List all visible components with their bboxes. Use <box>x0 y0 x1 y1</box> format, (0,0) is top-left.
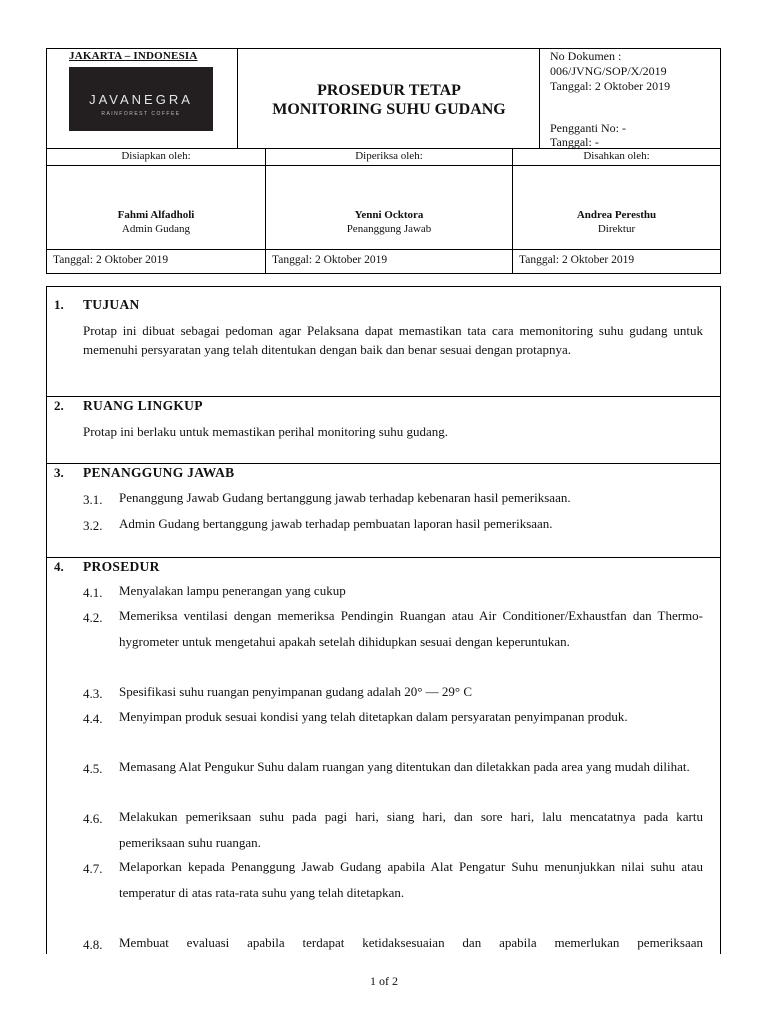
list-item-number: 4.8. <box>83 937 103 952</box>
section-number: 4. <box>54 559 64 574</box>
section-heading-ruang-lingkup: RUANG LINGKUP <box>83 398 203 413</box>
approved-by-role: Direktur <box>597 223 636 235</box>
list-item-text: Spesifikasi suhu ruangan penyimpanan gudang adalah 20° — 29° C <box>119 684 473 699</box>
section-heading-prosedur: PROSEDUR <box>83 559 160 574</box>
divider <box>47 249 720 250</box>
section-divider <box>47 557 720 558</box>
section-heading-penanggung-jawab: PENANGGUNG JAWAB <box>83 465 235 480</box>
section-number: 1. <box>54 297 64 312</box>
logo-tagline: RAINFOREST COFFEE <box>101 111 181 117</box>
list-item-number: 4.6. <box>83 811 103 826</box>
list-item-number: 4.2. <box>83 610 103 625</box>
doc-no-label: No Dokumen : <box>550 49 622 63</box>
list-item-text: Admin Gudang bertanggung jawab terhadap pembuatan laporan hasil pemeriksaan. <box>119 516 553 531</box>
approved-by-heading: Disahkan oleh: <box>583 150 650 162</box>
checked-date: Tanggal: 2 Oktober 2019 <box>272 254 388 266</box>
company-logo <box>69 67 213 131</box>
checked-by-heading: Diperiksa oleh: <box>355 150 423 162</box>
doc-no-value: 006/JVNG/SOP/X/2019 <box>550 64 667 78</box>
list-item-number: 4.3. <box>83 686 103 701</box>
section-text-tujuan: Protap ini dibuat sebagai pedoman agar Pelaksana dapat memastikan tata cara memonitoring suhu gudang untuk memenuhi persyaratan yang telah ditentukan dengan baik dan benar sesuai dengan protapnya. <box>83 323 703 357</box>
replaces-no: Pengganti No: - <box>550 121 626 135</box>
prepared-by-role: Admin Gudang <box>121 223 191 235</box>
list-item-number: 3.1. <box>83 492 103 507</box>
list-item-text: Memasang Alat Pengukur Suhu dalam ruangan yang ditentukan dan diletakkan pada area yang mudah dilihat. <box>119 759 690 774</box>
title-line-1: PROSEDUR TETAP <box>317 82 461 99</box>
procedure-body-table <box>46 286 721 954</box>
divider <box>47 148 720 149</box>
list-item-text: Penanggung Jawab Gudang bertanggung jawab terhadap kebenaran hasil pemeriksaan. <box>119 490 571 505</box>
approved-by-name: Andrea Peresthu <box>576 209 657 221</box>
approved-date: Tanggal: 2 Oktober 2019 <box>519 254 635 266</box>
document-header-table <box>46 48 721 274</box>
title-line-2: MONITORING SUHU GUDANG <box>272 101 506 118</box>
list-item-number: 4.5. <box>83 761 103 776</box>
page-number: 1 of 2 <box>370 974 398 988</box>
list-item-number: 3.2. <box>83 518 103 533</box>
section-number: 2. <box>54 398 64 413</box>
list-item-text: Membuat evaluasi apabila terdapat ketidaksesuaian dan apabila memerlukan pemeriksaan <box>119 935 703 950</box>
prepared-date: Tanggal: 2 Oktober 2019 <box>53 254 169 266</box>
section-number: 3. <box>54 465 64 480</box>
document-title <box>238 81 540 119</box>
company-location: JAKARTA – INDONESIA <box>69 50 198 62</box>
list-item-number: 4.7. <box>83 861 103 876</box>
prepared-by-heading: Disiapkan oleh: <box>121 150 191 162</box>
replaces-date: Tanggal: - <box>550 135 599 149</box>
checked-by-role: Penanggung Jawab <box>346 223 432 235</box>
list-item-number: 4.1. <box>83 585 103 600</box>
list-item-text: Melakukan pemeriksaan suhu pada pagi hari, siang hari, dan sore hari, lalu mencatatnya pada kartu pemeriksaan suhu ruangan. <box>119 809 703 850</box>
section-text-ruang-lingkup: Protap ini berlaku untuk memastikan perihal monitoring suhu gudang. <box>83 424 449 439</box>
prepared-by-name: Fahmi Alfadholi <box>117 209 195 221</box>
checked-by-name: Yenni Ocktora <box>354 209 424 221</box>
list-item-number: 4.4. <box>83 711 103 726</box>
section-divider <box>47 396 720 397</box>
doc-date: Tanggal: 2 Oktober 2019 <box>550 79 671 93</box>
list-item-text: Melaporkan kepada Penanggung Jawab Gudang apabila Alat Pengatur Suhu menunjukkan nilai suhu atau temperatur di atas rata-rata suhu yang telah ditetapkan. <box>119 859 703 900</box>
list-item-text: Memeriksa ventilasi dengan memeriksa Pendingin Ruangan atau Air Conditioner/Exhaustfan dan Thermo-hygrometer untuk mengetahui apakah setelah dihidupkan sesuai dengan keperuntukan. <box>119 608 703 649</box>
list-item-text: Menyalakan lampu penerangan yang cukup <box>119 583 346 598</box>
logo-name: JAVANEGRA <box>89 92 193 107</box>
section-heading-tujuan: TUJUAN <box>83 297 140 312</box>
list-item-text: Menyimpan produk sesuai kondisi yang telah ditetapkan dalam persyaratan penyimpanan produk. <box>119 709 628 724</box>
section-divider <box>47 463 720 464</box>
